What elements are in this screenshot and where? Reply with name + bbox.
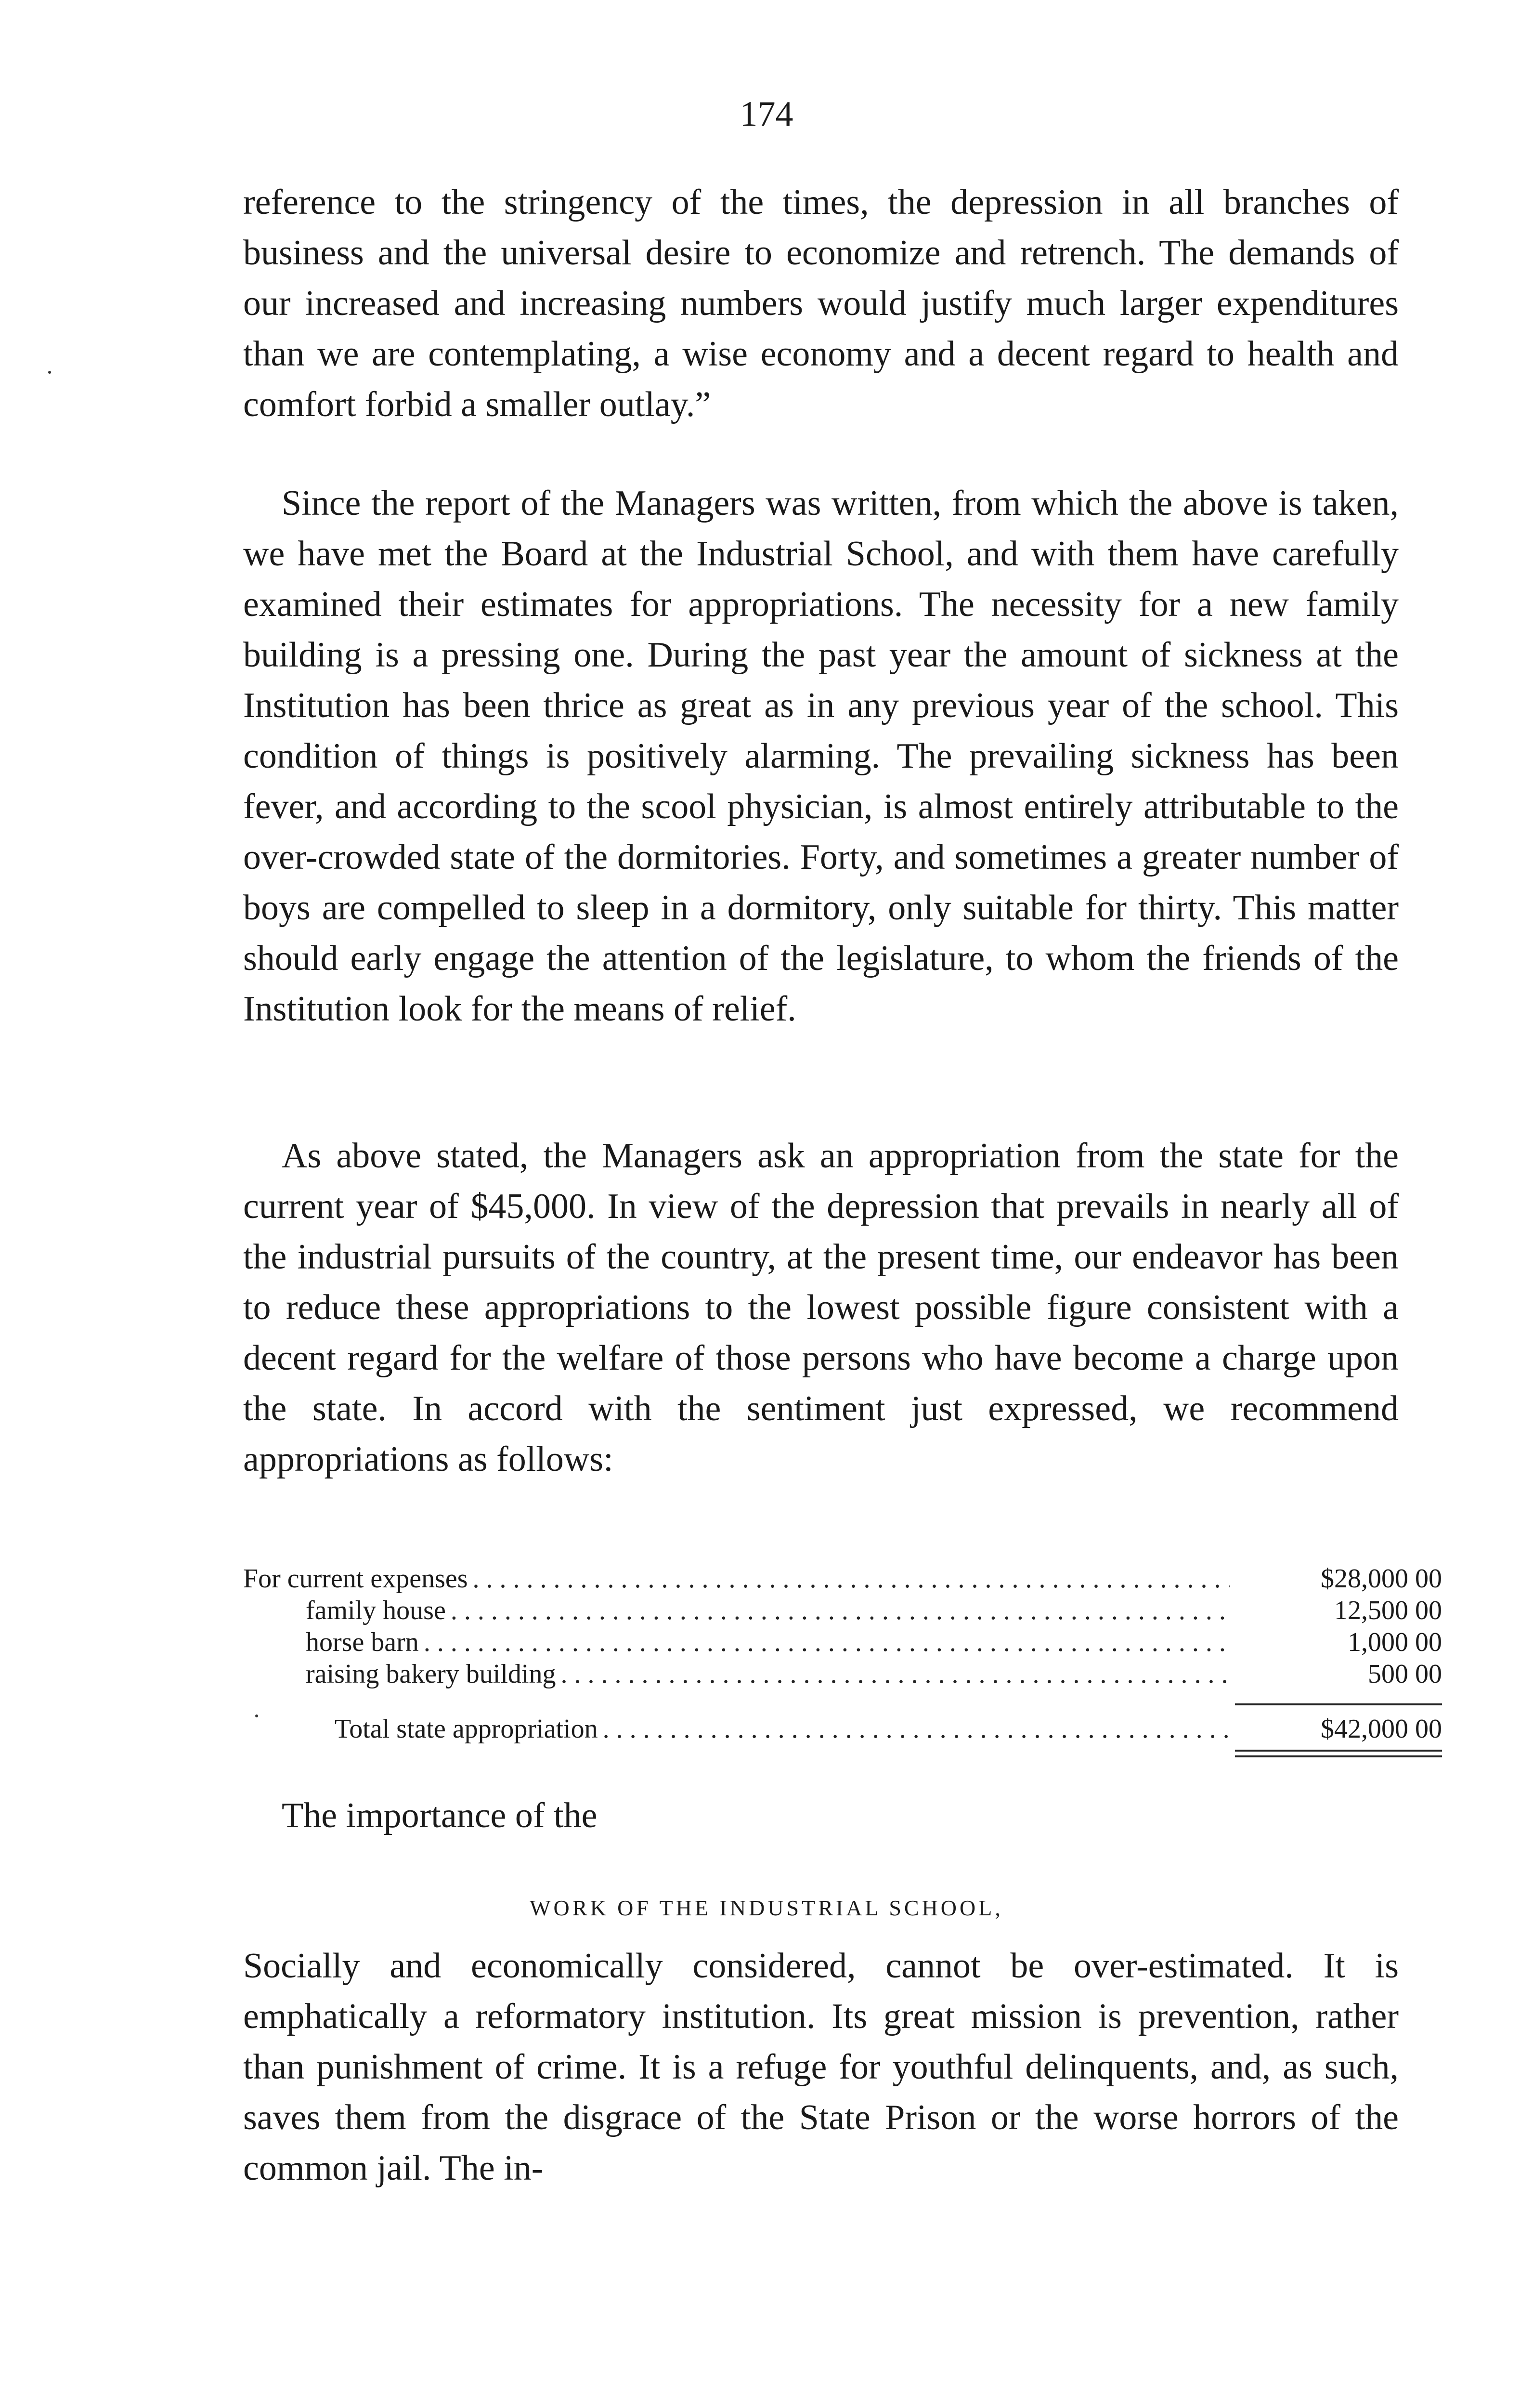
- item-label: family house: [306, 1596, 446, 1625]
- sum-rule: [1235, 1703, 1442, 1705]
- total-double-rule: [1235, 1750, 1442, 1757]
- section-heading: WORK OF THE INDUSTRIAL SCHOOL,: [530, 1896, 1003, 1920]
- paragraph-continuation: [243, 177, 1399, 430]
- paragraph-text: Since the report of the Managers was written, from which the above is taken, we have met the Board at the Industrial School, and with them have carefully examined their estimates for appropriations. The necessity for a new family building is a pressing one. During the past year the amount of sickness at the Institution has been thrice as great as in any previous year of the school. This condition of things is positively alarming. The prevailing sickness has been fever, and according to the scool physician, is almost entirely attributable to the over-crowded state of the dormitories. Forty, and sometimes a greater number of boys are compelled to sleep in a dormitory, only suitable for thirty. This matter should early engage the attention of the legislature, to whom the friends of the Institution look for the means of relief.: [243, 484, 1399, 1029]
- item-label: raising bakery building: [306, 1659, 556, 1689]
- paper-speck: [255, 1714, 258, 1717]
- paragraph-appropriation-request: [243, 1131, 1399, 1485]
- paragraph-text: reference to the stringency of the times, the depression in all branches of business and the universal desire to economize and retrench. The demands of our increased and increasing numbers would justify much larger expenditures than we are contemplating, a wise economy and a decent regard to health and comfort forbid a smaller outlay.”: [243, 183, 1399, 424]
- total-amount: $42,000 00: [1321, 1714, 1442, 1744]
- dot-leader: [603, 1713, 1230, 1745]
- table-row: [243, 1595, 1442, 1626]
- paragraph-text: Socially and economically considered, cannot be over-estimated. It is emphatically a reformatory institution. Its great mission is prevention, rather than punishment of crime. It is a refuge for youthful delinquents, and, as such, saves them from the disgrace of the State Prison or the worse horrors of the common jail. The in-: [243, 1946, 1399, 2188]
- paragraph-text: As above stated, the Managers ask an appropriation from the state for the current year of $45,000. In view of the depression that prevails in nearly all of the industrial pursuits of the country, at the present time, our endeavor has been to reduce these appropriations to the lowest possible figure consistent with a decent regard for the welfare of those persons who have become a charge upon the state. In accord with the sentiment just expressed, we recommend appropriations as follows:: [243, 1136, 1399, 1479]
- item-amount: 1,000 00: [1348, 1627, 1442, 1657]
- item-amount: $28,000 00: [1321, 1564, 1442, 1594]
- total-label: Total state appropriation: [335, 1714, 598, 1744]
- item-label: For current expenses: [243, 1564, 468, 1594]
- total-row: [243, 1713, 1442, 1745]
- paragraph-lead-in: The importance of the: [282, 1796, 598, 1835]
- table-row: [243, 1563, 1442, 1595]
- dot-leader: [451, 1595, 1230, 1626]
- dot-leader: [473, 1563, 1230, 1595]
- paragraph-work-of-school: [243, 1941, 1399, 2194]
- dot-leader: [560, 1658, 1230, 1690]
- appropriations-table: [243, 1563, 1442, 1757]
- item-amount: 500 00: [1368, 1659, 1442, 1689]
- table-row: [243, 1626, 1442, 1658]
- item-amount: 12,500 00: [1334, 1596, 1442, 1625]
- page-number: 174: [740, 94, 793, 134]
- item-label: horse barn: [306, 1627, 419, 1657]
- table-row: [243, 1658, 1442, 1690]
- dot-leader: [424, 1626, 1230, 1658]
- paragraph-managers-report: [243, 478, 1399, 1034]
- paper-speck: [48, 371, 51, 374]
